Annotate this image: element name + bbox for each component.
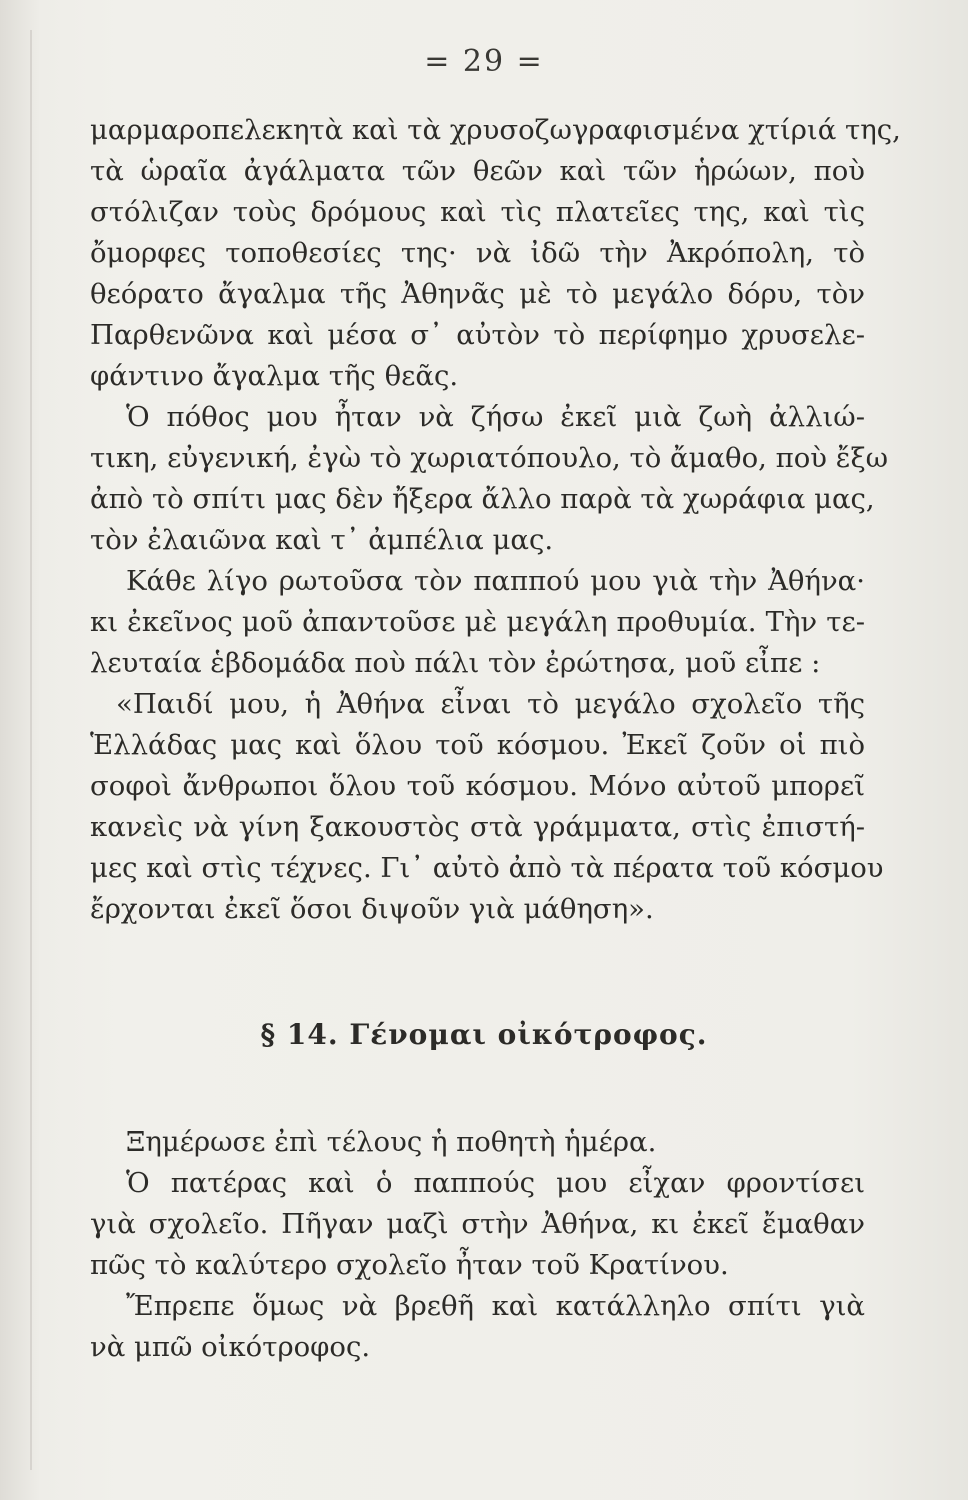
- text-line: κανεὶς νὰ γίνη ξακουστὸς στὰ γράμματα, στὶς ἐπιστή-: [90, 811, 865, 843]
- text-line: Ἔπρεπε ὅμως νὰ βρεθῆ καὶ κατάλληλο σπίτι γιὰ: [126, 1290, 865, 1322]
- text-line: ἀπὸ τὸ σπίτι μας δὲν ἤξερα ἄλλο παρὰ τὰ χωράφια μας,: [90, 483, 875, 515]
- section-heading: § 14. Γένομαι οἰκότροφος.: [260, 1018, 708, 1051]
- page-gutter-line: [30, 30, 32, 1470]
- text-line: γιὰ σχολεῖο. Πῆγαν μαζὶ στὴν Ἀθήνα, κι ἐκεῖ ἔμαθαν: [90, 1208, 865, 1240]
- text-line: «Παιδί μου, ἡ Ἀθήνα εἶναι τὸ μεγάλο σχολεῖο τῆς: [116, 688, 865, 720]
- text-line: Κάθε λίγο ρωτοῦσα τὸν παππού μου γιὰ τὴν Ἀθήνα·: [126, 565, 865, 597]
- text-line: Ξημέρωσε ἐπὶ τέλους ἡ ποθητὴ ἡμέρα.: [126, 1126, 657, 1158]
- text-line: τικη, εὐγενική, ἐγὼ τὸ χωριατόπουλο, τὸ ἄμαθο, ποὺ ἔξω: [90, 442, 889, 474]
- text-line: ἔρχονται ἐκεῖ ὅσοι διψοῦν γιὰ μάθηση».: [90, 893, 654, 925]
- text-line: νὰ μπῶ οἰκότροφος.: [90, 1331, 371, 1363]
- text-line: στόλιζαν τοὺς δρόμους καὶ τὶς πλατεῖες της, καὶ τὶς: [90, 196, 865, 228]
- text-line: Παρθενῶνα καὶ μέσα σ᾽ αὐτὸν τὸ περίφημο χρυσελε-: [90, 319, 865, 351]
- text-line: Ὁ πόθος μου ἦταν νὰ ζήσω ἐκεῖ μιὰ ζωὴ ἀλλιώ-: [126, 401, 865, 433]
- text-line: θεόρατο ἄγαλμα τῆς Ἀθηνᾶς μὲ τὸ μεγάλο δόρυ, τὸν: [90, 278, 865, 310]
- text-line: ὄμορφες τοποθεσίες της· νὰ ἰδῶ τὴν Ἀκρόπολη, τὸ: [90, 237, 865, 269]
- text-line: μες καὶ στὶς τέχνες. Γι᾽ αὐτὸ ἀπὸ τὰ πέρατα τοῦ κόσμου: [90, 852, 884, 884]
- text-line: σοφοὶ ἄνθρωποι ὅλου τοῦ κόσμου. Μόνο αὐτοῦ μπορεῖ: [90, 770, 865, 802]
- text-line: Ὁ πατέρας καὶ ὁ παππούς μου εἶχαν φροντίσει: [126, 1167, 865, 1199]
- text-line: τὰ ὡραῖα ἀγάλματα τῶν θεῶν καὶ τῶν ἡρώων, ποὺ: [90, 155, 865, 187]
- text-line: τὸν ἐλαιῶνα καὶ τ᾽ ἀμπέλια μας.: [90, 524, 554, 556]
- text-line: μαρμαροπελεκητὰ καὶ τὰ χρυσοζωγραφισμένα χτίριά της,: [90, 114, 901, 146]
- text-line: λευταία ἑβδομάδα ποὺ πάλι τὸν ἐρώτησα, μοῦ εἶπε :: [90, 647, 821, 679]
- page-number: = 29 =: [424, 44, 544, 79]
- text-line: φάντινο ἄγαλμα τῆς θεᾶς.: [90, 360, 459, 392]
- text-line: πῶς τὸ καλύτερο σχολεῖο ἦταν τοῦ Κρατίνου.: [90, 1249, 729, 1281]
- text-line: κι ἐκεῖνος μοῦ ἀπαντοῦσε μὲ μεγάλη προθυμία. Τὴν τε-: [90, 606, 865, 638]
- text-line: Ἑλλάδας μας καὶ ὅλου τοῦ κόσμου. Ἐκεῖ ζοῦν οἱ πιὸ: [90, 729, 865, 761]
